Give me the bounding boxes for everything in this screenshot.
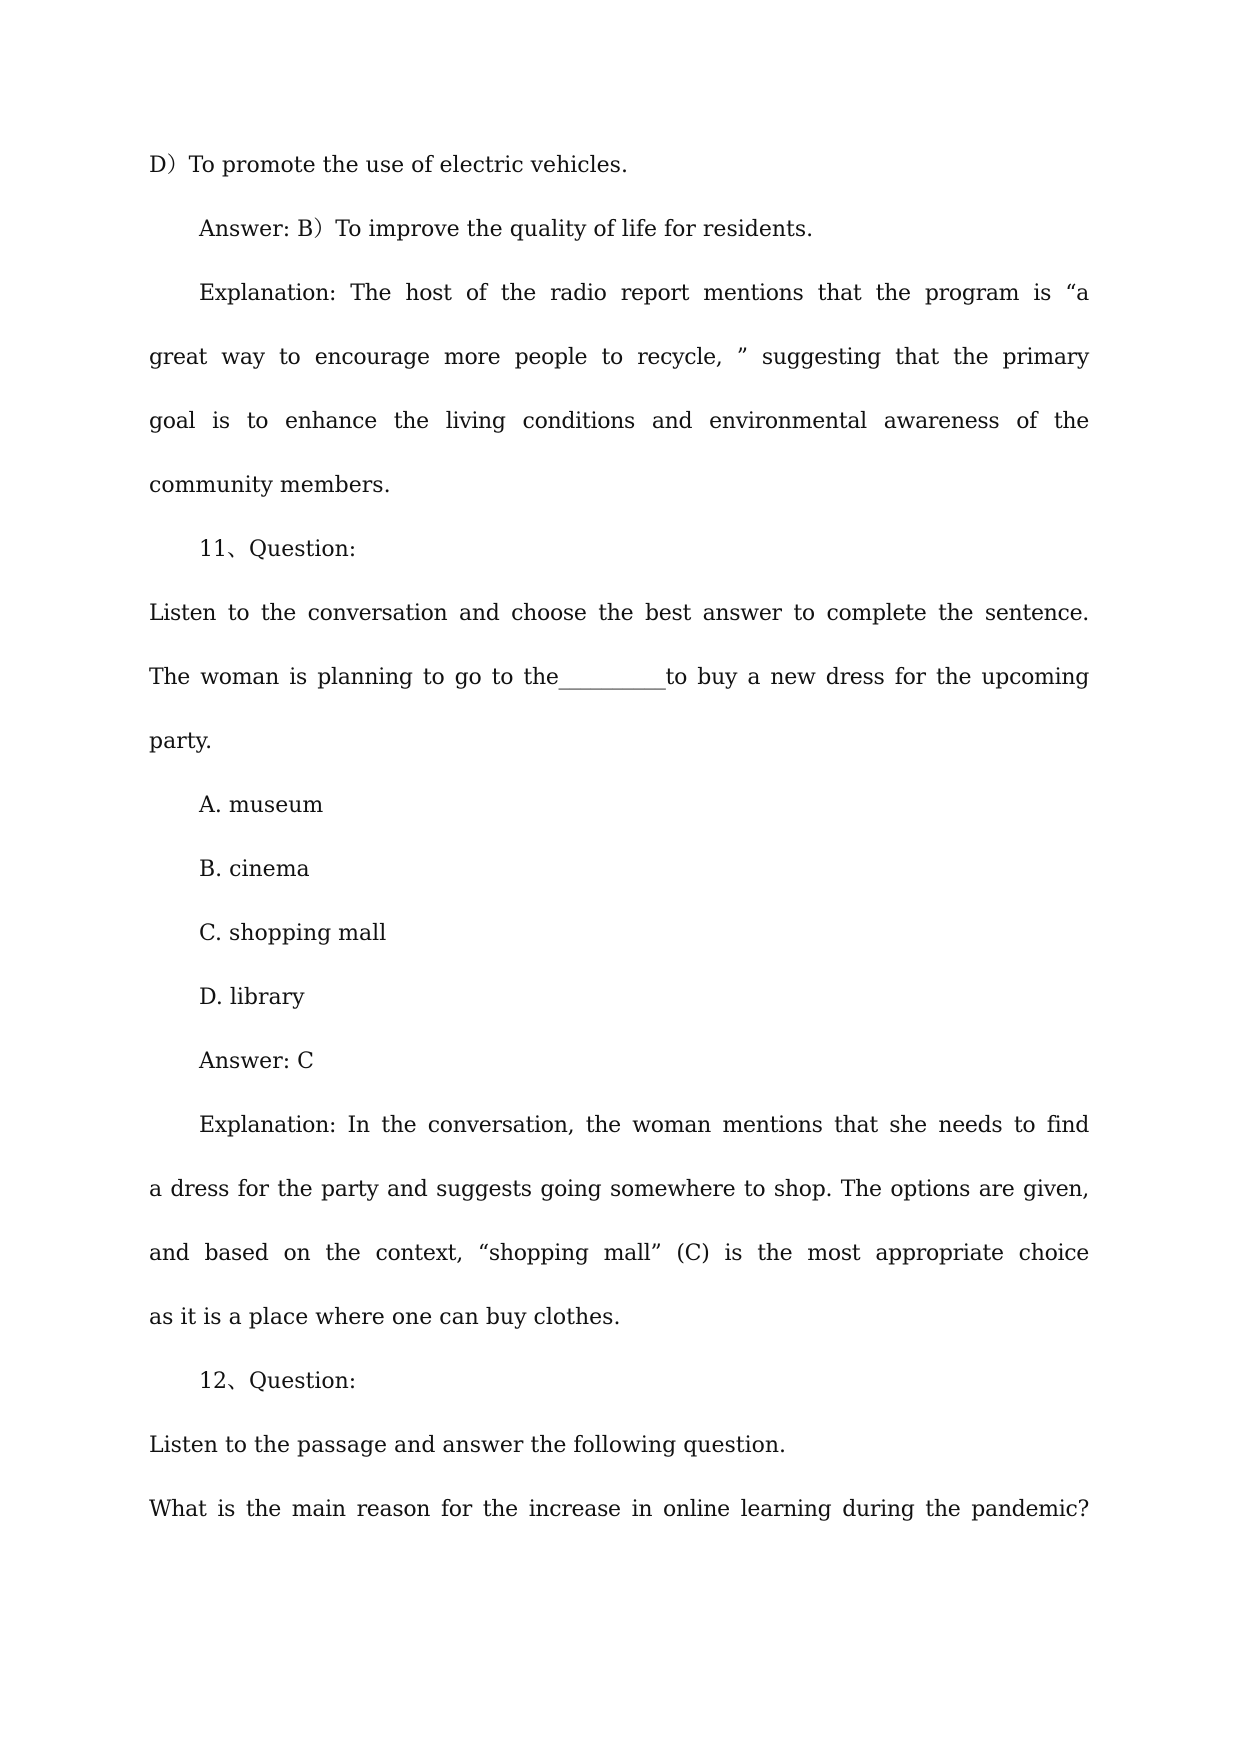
q10-option-d: D）To promote the use of electric vehicles. bbox=[149, 153, 628, 178]
q11-stem-line-1: The woman is planning to go to the__________to buy a new dress for the upcoming bbox=[149, 665, 1089, 690]
q10-explanation-line-4: community members. bbox=[149, 473, 391, 498]
q11-option-b: B. cinema bbox=[199, 857, 310, 882]
q10-answer: Answer: B）To improve the quality of life for residents. bbox=[199, 217, 814, 242]
q12-instruction: Listen to the passage and answer the following question. bbox=[149, 1433, 787, 1458]
q11-explanation-line-4: as it is a place where one can buy clothes. bbox=[149, 1305, 621, 1330]
q11-explanation-line-1: Explanation: In the conversation, the woman mentions that she needs to find bbox=[199, 1113, 1089, 1138]
q11-explanation-line-2: a dress for the party and suggests going somewhere to shop. The options are given, bbox=[149, 1177, 1089, 1202]
q10-explanation-line-2: great way to encourage more people to recycle, ” suggesting that the primary bbox=[149, 345, 1089, 370]
q10-explanation-line-1: Explanation: The host of the radio report mentions that the program is “a bbox=[199, 281, 1089, 306]
q11-explanation-line-3: and based on the context, “shopping mall” (C) is the most appropriate choice bbox=[149, 1241, 1089, 1266]
q11-option-a: A. museum bbox=[199, 793, 324, 818]
q11-answer: Answer: C bbox=[199, 1049, 314, 1074]
q12-question: What is the main reason for the increase in online learning during the pandemic? bbox=[149, 1497, 1089, 1522]
q10-explanation-line-3: goal is to enhance the living conditions and environmental awareness of the bbox=[149, 409, 1089, 434]
q11-instruction: Listen to the conversation and choose the best answer to complete the sentence. bbox=[149, 601, 1089, 626]
q11-option-c: C. shopping mall bbox=[199, 921, 387, 946]
q11-option-d: D. library bbox=[199, 985, 305, 1010]
q11-heading: 11、Question: bbox=[199, 537, 357, 562]
q11-stem-line-2: party. bbox=[149, 729, 213, 754]
q12-heading: 12、Question: bbox=[199, 1369, 357, 1394]
